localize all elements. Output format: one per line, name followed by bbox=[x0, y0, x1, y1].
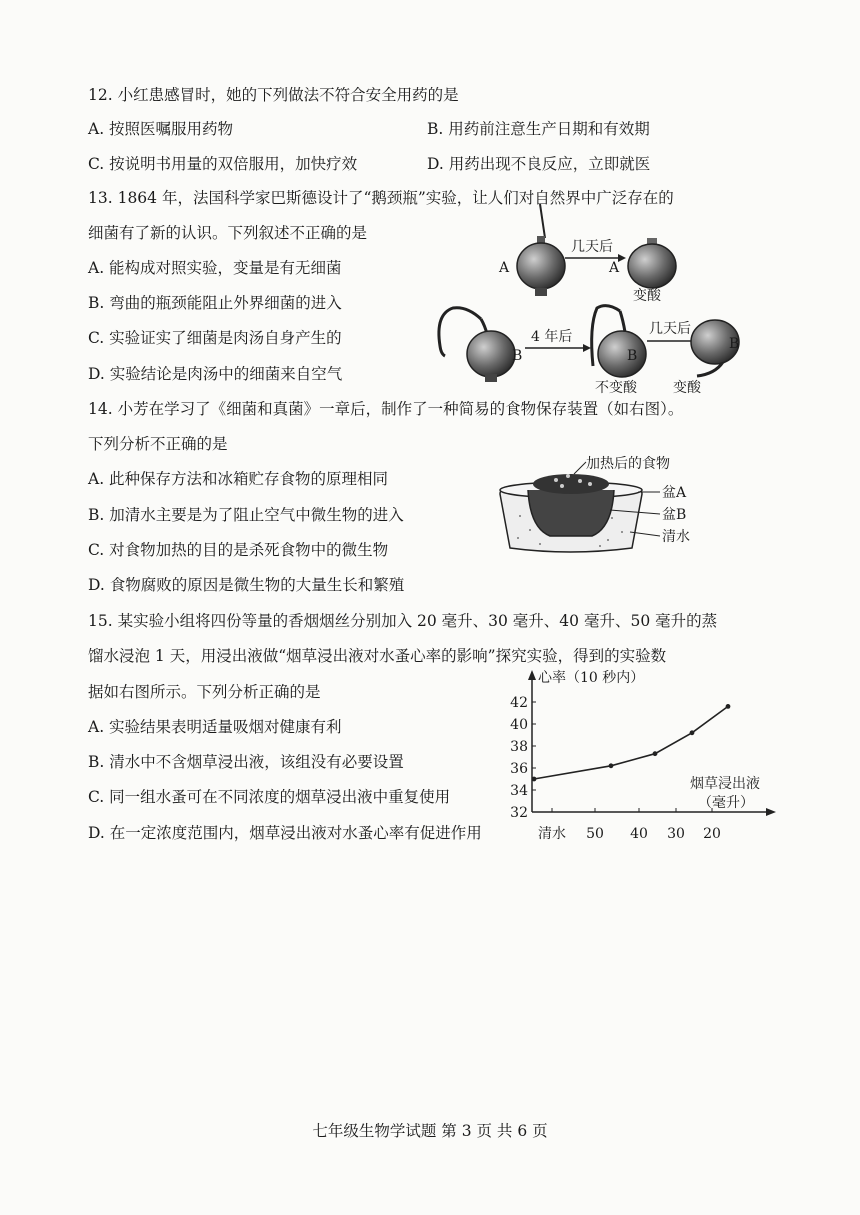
x-tick-label: 20 bbox=[703, 826, 721, 842]
flask-b-middle bbox=[592, 306, 646, 377]
q14-stem-line1: 14. 小芳在学习了《细菌和真菌》一章后，制作了一种简易的食物保存装置（如右图）。 bbox=[88, 400, 684, 418]
water-label: 清水 bbox=[662, 529, 690, 545]
q12-option-c: C. 按说明书用量的双倍服用，加快疗效 bbox=[88, 155, 358, 173]
q15-option-b: B. 清水中不含烟草浸出液，该组没有必要设置 bbox=[88, 753, 404, 771]
flask-b-middle-result: 不变酸 bbox=[595, 380, 637, 396]
q15-stem-line2: 馏水浸泡 1 天，用浸出液做“烟草浸出液对水蚤心率的影响”探究实验，得到的实验数 bbox=[88, 647, 667, 665]
q15-stem-line1: 15. 某实验小组将四份等量的香烟烟丝分别加入 20 毫升、30 毫升、40 毫升、50 毫升的蒸 bbox=[88, 612, 718, 630]
arrow-a-label: 几天后 bbox=[571, 239, 613, 255]
y-tick-label: 34 bbox=[510, 783, 528, 799]
q15-option-d: D. 在一定浓度范围内，烟草浸出液对水蚤心率有促进作用 bbox=[88, 824, 482, 842]
y-tick-label: 32 bbox=[510, 805, 528, 821]
x-tick-label: 30 bbox=[667, 826, 685, 842]
q12-stem: 12. 小红患感冒时，她的下列做法不符合安全用药的是 bbox=[88, 86, 459, 104]
flask-b-middle-label: B bbox=[627, 348, 638, 364]
y-tick-label: 36 bbox=[510, 761, 528, 777]
arrow-b2-label: 几天后 bbox=[649, 321, 691, 337]
q13-option-a: A. 能构成对照实验，变量是有无细菌 bbox=[88, 259, 342, 277]
q15-stem-line3: 据如右图所示。下列分析正确的是 bbox=[88, 683, 321, 701]
q13-option-b: B. 弯曲的瓶颈能阻止外界细菌的进入 bbox=[88, 294, 342, 312]
q14-option-d: D. 食物腐败的原因是微生物的大量生长和繁殖 bbox=[88, 576, 405, 594]
data-point bbox=[653, 751, 658, 756]
q13-stem-line2: 细菌有了新的认识。下列叙述不正确的是 bbox=[88, 224, 368, 242]
data-point bbox=[609, 763, 614, 768]
q14-stem-line2: 下列分析不正确的是 bbox=[88, 435, 228, 453]
flask-a-after-label: A bbox=[609, 260, 620, 276]
data-point bbox=[690, 730, 695, 735]
arrow-b1-label: 4 年后 bbox=[531, 329, 573, 345]
data-point bbox=[726, 704, 731, 709]
q13-option-d: D. 实验结论是肉汤中的细菌来自空气 bbox=[88, 365, 343, 383]
basin-a-label: 盆A bbox=[662, 485, 687, 501]
q12-option-b: B. 用药前注意生产日期和有效期 bbox=[427, 120, 650, 138]
chart-xlabel-line2: （毫升） bbox=[698, 795, 754, 811]
q14-option-b: B. 加清水主要是为了阻止空气中微生物的进入 bbox=[88, 506, 404, 524]
data-point bbox=[532, 777, 537, 782]
chart-xlabel-line1: 烟草浸出液 bbox=[690, 776, 760, 792]
q15-option-a: A. 实验结果表明适量吸烟对健康有利 bbox=[88, 718, 342, 736]
flask-b-after-result: 变酸 bbox=[673, 380, 701, 396]
q14-option-a: A. 此种保存方法和冰箱贮存食物的原理相同 bbox=[88, 470, 389, 488]
q13-option-c: C. 实验证实了细菌是肉汤自身产生的 bbox=[88, 329, 342, 347]
q13-stem-line1: 13. 1864 年，法国科学家巴斯德设计了“鹅颈瓶”实验，让人们对自然界中广泛存在的 bbox=[88, 189, 674, 207]
x-tick-label: 清水 bbox=[538, 826, 566, 842]
flask-b-after-label: B bbox=[729, 336, 740, 352]
flask-b-before bbox=[439, 308, 515, 382]
q14-option-c: C. 对食物加热的目的是杀死食物中的微生物 bbox=[88, 541, 389, 559]
flask-a-result: 变酸 bbox=[633, 288, 661, 304]
x-tick-label: 40 bbox=[630, 826, 648, 842]
q15-option-c: C. 同一组水蚤可在不同浓度的烟草浸出液中重复使用 bbox=[88, 788, 451, 806]
heart-rate-series-line bbox=[534, 706, 728, 779]
heart-rate-chart bbox=[510, 662, 790, 848]
food-storage-figure bbox=[490, 456, 730, 566]
flask-b-label: B bbox=[512, 348, 523, 364]
x-tick-label: 50 bbox=[586, 826, 604, 842]
flask-a-label: A bbox=[499, 260, 510, 276]
basin-b-label: 盆B bbox=[662, 507, 687, 523]
swan-neck-flask-figure bbox=[425, 196, 765, 396]
flask-a-after bbox=[628, 238, 676, 288]
q12-option-d: D. 用药出现不良反应，立即就医 bbox=[427, 155, 651, 173]
y-tick-label: 38 bbox=[510, 739, 528, 755]
y-tick-label: 40 bbox=[510, 717, 528, 733]
chart-ylabel: 心率（10 秒内） bbox=[538, 670, 645, 686]
q12-option-a: A. 按照医嘱服用药物 bbox=[88, 120, 234, 138]
flask-a-before bbox=[517, 204, 565, 296]
y-tick-label: 42 bbox=[510, 695, 528, 711]
page-footer: 七年级生物学试题 第 3 页 共 6 页 bbox=[312, 1122, 548, 1140]
food-label: 加热后的食物 bbox=[586, 456, 670, 472]
